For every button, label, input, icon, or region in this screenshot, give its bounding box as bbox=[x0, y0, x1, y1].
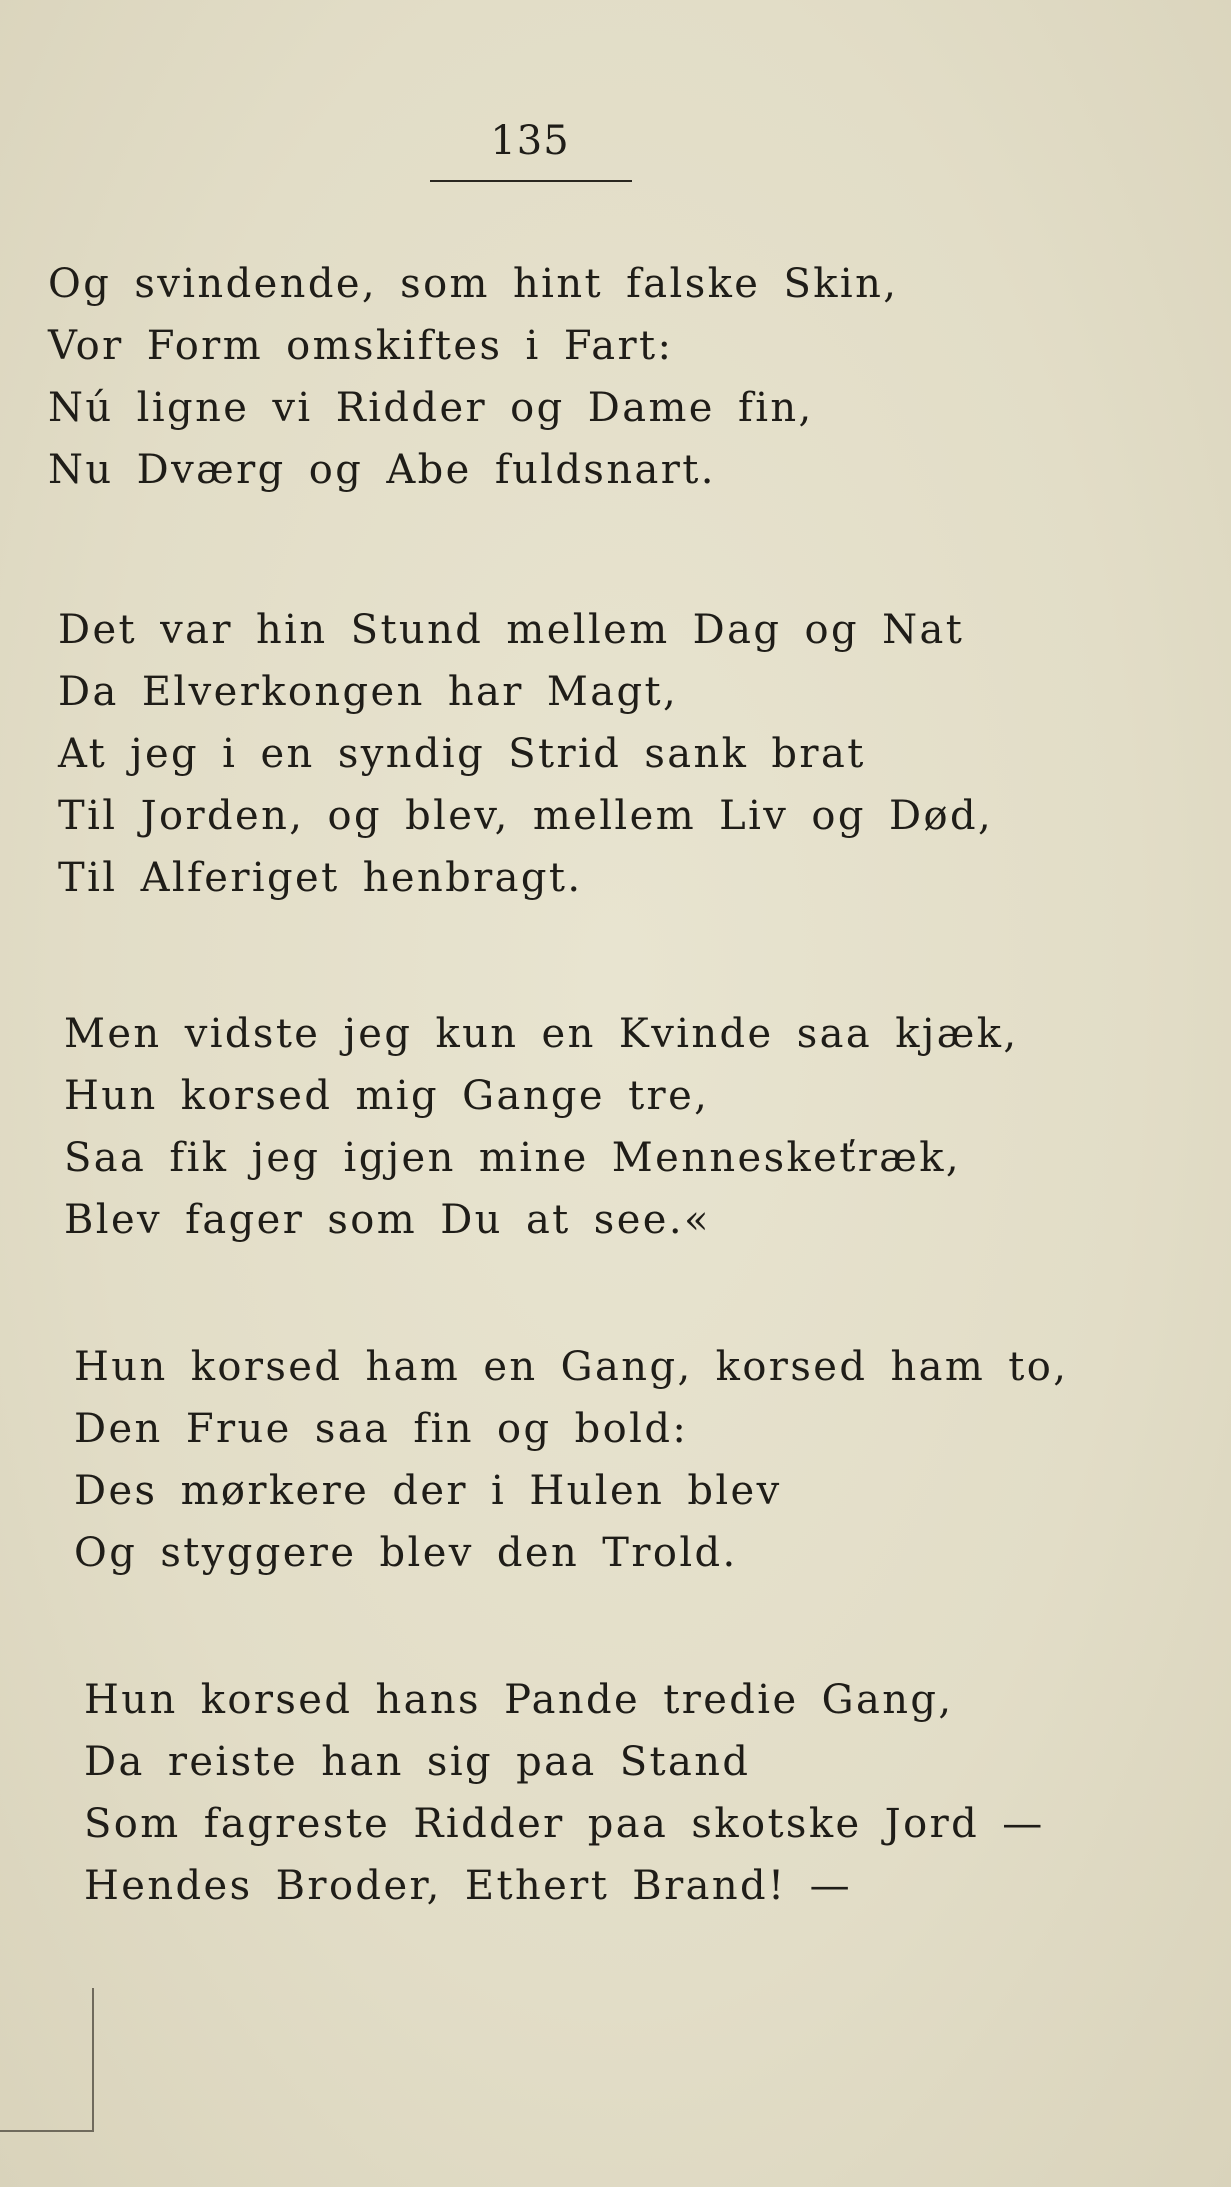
verse-line: Den Frue saa fin og bold: bbox=[74, 1406, 689, 1452]
verse-line: Og svindende, som hint falske Skin, bbox=[48, 261, 899, 307]
stanza-2 bbox=[58, 599, 993, 909]
verse-line: Til Jorden, og blev, mellem Liv og Død, bbox=[58, 793, 994, 839]
verse-line: Da reiste han sig paa Stand bbox=[84, 1739, 751, 1785]
verse-line: Nu Dværg og Abe fuldsnart. bbox=[48, 447, 716, 493]
verse-line: Hun korsed ham en Gang, korsed ham to, bbox=[74, 1344, 1069, 1390]
verse-line: At jeg i en syndig Strid sank brat bbox=[58, 731, 866, 777]
stanza-1 bbox=[48, 253, 898, 501]
margin-mark bbox=[0, 1988, 94, 2132]
verse-line: Som fagreste Ridder paa skotske Jord — bbox=[84, 1801, 1045, 1847]
stanza-3 bbox=[64, 1003, 1018, 1251]
stanza-4 bbox=[74, 1336, 1068, 1584]
verse-line: Hun korsed hans Pande tredie Gang, bbox=[84, 1677, 954, 1723]
verse-line: Det var hin Stund mellem Dag og Nat bbox=[58, 607, 965, 653]
verse-line: Blev fager som Du at see.« bbox=[64, 1197, 711, 1243]
verse-line: Des mørkere der i Hulen blev bbox=[74, 1468, 782, 1514]
verse-line: Da Elverkongen har Magt, bbox=[58, 669, 679, 715]
verse-line: Til Alferiget henbragt. bbox=[58, 855, 583, 901]
page-number: 135 bbox=[490, 118, 570, 164]
verse-line: Vor Form omskiftes i Fart: bbox=[48, 323, 674, 369]
header-rule bbox=[430, 180, 632, 182]
verse-line: Nú ligne vi Ridder og Dame fin, bbox=[48, 385, 814, 431]
stanza-5 bbox=[84, 1669, 1045, 1917]
verse-line: Saa fik jeg igjen mine Menneskeťræk, bbox=[64, 1135, 961, 1181]
verse-line: Og styggere blev den Trold. bbox=[74, 1530, 738, 1576]
verse-line: Hendes Broder, Ethert Brand! — bbox=[84, 1863, 853, 1909]
verse-line: Men vidste jeg kun en Kvinde saa kjæk, bbox=[64, 1011, 1019, 1057]
verse-line: Hun korsed mig Gange tre, bbox=[64, 1073, 710, 1119]
